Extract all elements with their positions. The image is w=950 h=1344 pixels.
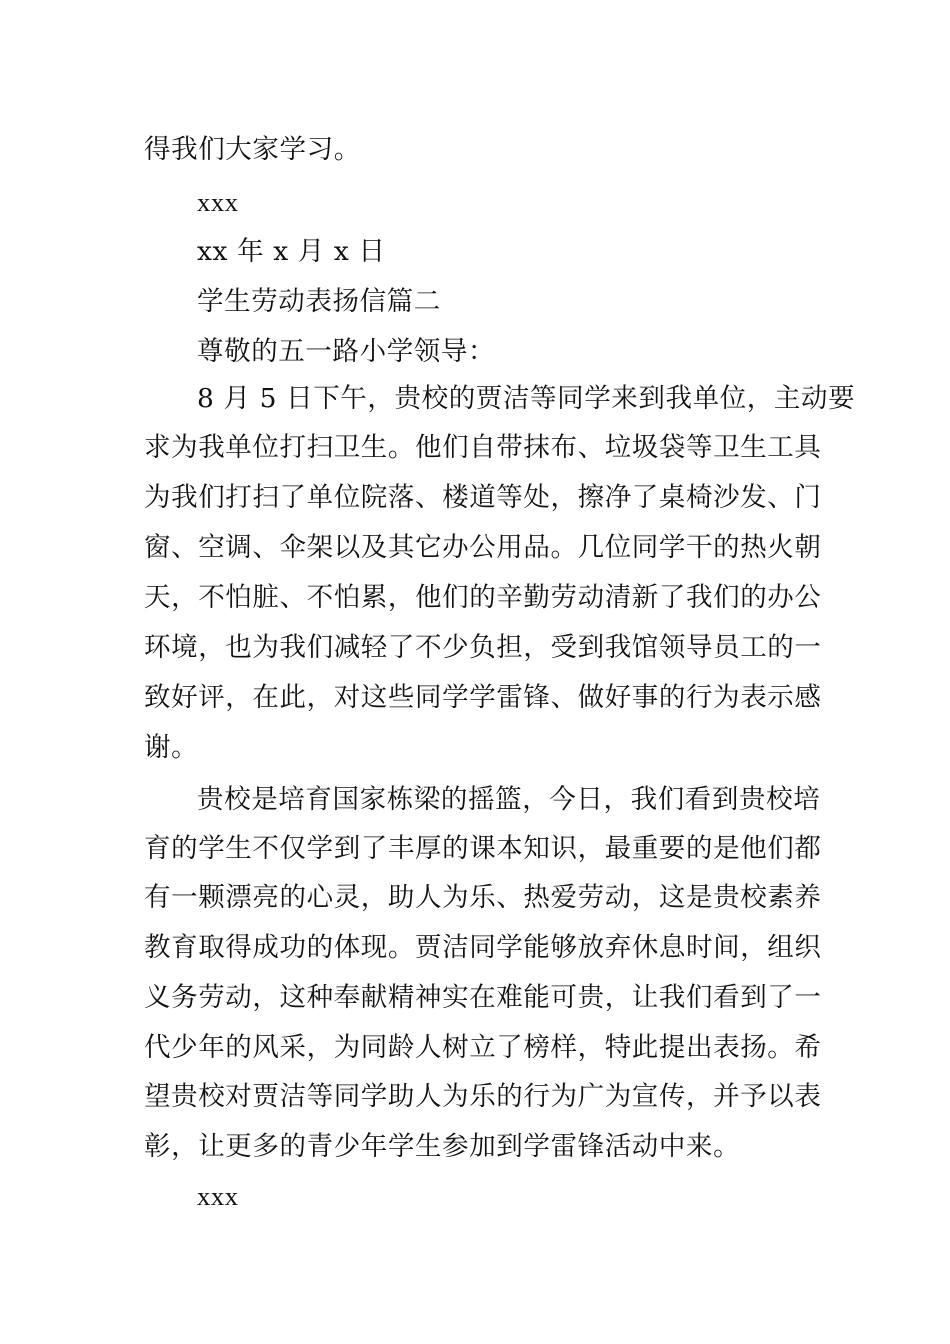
paragraph-2-line: 育的学生不仅学到了丰厚的课本知识，最重要的是他们都	[144, 833, 822, 864]
paragraph-1-line: 天，不怕脏、不怕累，他们的辛勤劳动清新了我们的办公	[144, 582, 822, 613]
paragraph-2-line: 代少年的风采，为同龄人树立了榜样，特此提出表扬。希	[144, 1032, 822, 1063]
paragraph-1-line: 为我们打扫了单位院落、楼道等处，擦净了桌椅沙发、门	[144, 482, 822, 513]
paragraph-2-line: 义务劳动，这种奉献精神实在难能可贵，让我们看到了一	[144, 982, 822, 1013]
salutation: 尊敬的五一路小学领导：	[197, 336, 496, 367]
paragraph-2-line: 有一颗漂亮的心灵，助人为乐、热爱劳动，这是贵校素养	[144, 882, 822, 913]
signature: xxx	[197, 1181, 239, 1211]
paragraph-1-line: 8 月 5 日下午，贵校的贾洁等同学来到我单位，主动要	[197, 383, 856, 414]
paragraph-1-line: 致好评，在此，对这些同学学雷锋、做好事的行为表示感	[144, 682, 822, 713]
paragraph-1-line: 谢。	[144, 732, 199, 763]
paragraph-2-line: 教育取得成功的体现。贾洁同学能够放弃休息时间，组织	[144, 932, 822, 963]
paragraph-2-line: 贵校是培育国家栋梁的摇篮，今日，我们看到贵校培	[197, 784, 821, 815]
date-line: xx 年 x 月 x 日	[197, 236, 386, 267]
paragraph-1-line: 环境，也为我们减轻了不少负担，受到我馆领导员工的一	[144, 632, 822, 663]
section-title: 学生劳动表扬信篇二	[197, 286, 441, 317]
paragraph-2-line: 彰，让更多的青少年学生参加到学雷锋活动中来。	[144, 1131, 741, 1162]
continuation-line: 得我们大家学习。	[144, 134, 361, 165]
paragraph-1-line: 求为我单位打扫卫生。他们自带抹布、垃圾袋等卫生工具	[144, 432, 822, 463]
paragraph-1-line: 窗、空调、伞架以及其它办公用品。几位同学干的热火朝	[144, 532, 822, 563]
paragraph-2-line: 望贵校对贾洁等同学助人为乐的行为广为宣传，并予以表	[144, 1081, 822, 1112]
signature: xxx	[197, 187, 239, 217]
